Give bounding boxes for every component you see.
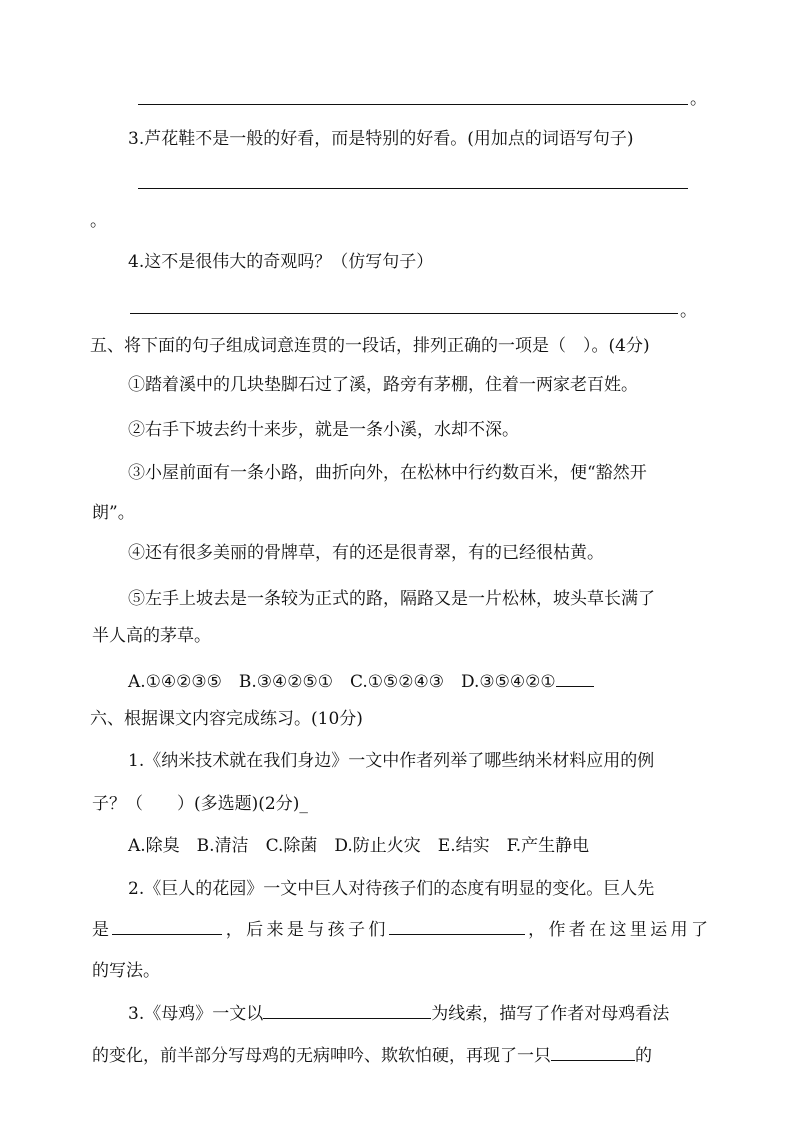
answer-blank[interactable]: [556, 670, 594, 687]
q6-2-line3: 的写法。: [92, 961, 160, 981]
sentence-5-cont: 半人高的茅草。: [92, 626, 211, 646]
text: 的: [635, 1046, 652, 1066]
period: 。: [680, 301, 697, 321]
options-text: A.①④②③⑤ B.③④②⑤① C.①⑤②④③ D.③⑤④②①: [128, 672, 556, 692]
answer-blank[interactable]: [551, 1044, 635, 1061]
section-5-options: [128, 670, 594, 693]
q6-2-line2: [92, 918, 708, 941]
period: 。: [690, 89, 707, 109]
sentence-3: ③小屋前面有一条小路，曲折向外，在松林中行约数百米，便“豁然开: [128, 463, 647, 483]
answer-line[interactable]: [130, 313, 678, 314]
q6-2-line1: 2.《巨人的花园》一文中巨人对待孩子们的态度有明显的变化。巨人先: [128, 879, 655, 899]
sentence-1: ①踏着溪中的几块垫脚石过了溪，路旁有茅棚，住着一两家老百姓。: [128, 375, 638, 395]
section-5-title: 五、将下面的句子组成词意连贯的一段话，排列正确的一项是（ ）。(4分): [90, 336, 650, 356]
answer-line[interactable]: [138, 188, 688, 189]
sentence-2: ②右手下坡去约十来步，就是一条小溪，水却不深。: [128, 420, 519, 440]
q6-3-line2: [92, 1044, 652, 1067]
text: ，作者在这里运用了: [524, 920, 709, 940]
answer-blank[interactable]: [263, 1002, 431, 1019]
answer-blank[interactable]: [389, 918, 525, 935]
text: 为线索，描写了作者对母鸡看法: [431, 1004, 670, 1024]
text: 是: [92, 920, 113, 940]
sentence-5: ⑤左手上坡去是一条较为正式的路，隔路又是一片松林，坡头草长满了: [128, 589, 655, 609]
text: 3.《母鸡》一文以: [128, 1004, 264, 1024]
q6-1-line1: 1.《纳米技术就在我们身边》一文中作者列举了哪些纳米材料应用的例: [128, 751, 655, 771]
sentence-3-cont: 朗”。: [92, 503, 135, 523]
text: 的变化，前半部分写母鸡的无病呻吟、欺软怕硬，再现了一只: [92, 1046, 551, 1066]
question-4-3: 3.芦花鞋不是一般的好看，而是特别的好看。(用加点的词语写句子): [128, 129, 634, 149]
q6-3-line1: [128, 1002, 669, 1025]
answer-blank[interactable]: [112, 918, 222, 935]
text: ，后来是与孩子们: [222, 920, 389, 940]
section-6-title: 六、根据课文内容完成练习。(10分): [90, 709, 363, 729]
sentence-4: ④还有很多美丽的骨牌草，有的还是很青翠，有的已经很枯黄。: [128, 543, 604, 563]
period: 。: [90, 211, 107, 231]
q6-1-line2: 子？（ ）(多选题)(2分)_: [92, 794, 308, 814]
q6-1-options: A.除臭 B.清洁 C.除菌 D.防止火灾 E.结实 F.产生静电: [128, 836, 590, 856]
answer-line[interactable]: [138, 104, 688, 105]
question-4-4: 4.这不是很伟大的奇观吗？（仿写句子）: [128, 252, 434, 272]
